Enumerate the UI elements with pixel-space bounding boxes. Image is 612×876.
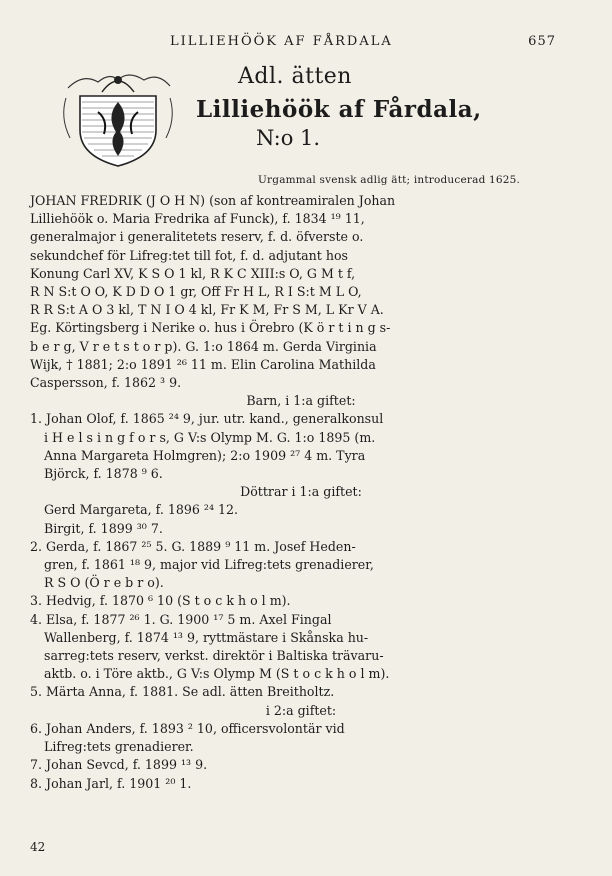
entry-line: Lilliehöök o. Maria Fredrika af Funck), f. 1834 ¹⁹ 11, [30, 211, 365, 227]
child-line: Björck, f. 1878 ⁹ 6. [44, 466, 163, 482]
child-line: 5. Märta Anna, f. 1881. Se adl. ätten Breitholtz. [30, 684, 335, 700]
child-7 [30, 756, 572, 774]
grandchild-line: Birgit, f. 1899 ³⁰ 7. [44, 520, 163, 536]
child-line: Wallenberg, f. 1874 ¹³ 9, ryttmästare i Skånska hu- [44, 629, 369, 645]
children-heading: Barn, i 1:a giftet: [246, 393, 356, 409]
child-line: 1. Johan Olof, f. 1865 ²⁴ 9, jur. utr. kand., generalkonsul [30, 411, 384, 427]
grandchild-line: Gerd Margareta, f. 1896 ²⁴ 12. [44, 502, 239, 518]
child-line: 8. Johan Jarl, f. 1901 ²⁰ 1. [30, 775, 192, 791]
running-head [0, 34, 612, 54]
child-line: 3. Hedvig, f. 1870 ⁶ 10 (S t o c k h o l m). [30, 593, 291, 609]
child-line: 7. Johan Sevcd, f. 1899 ¹³ 9. [30, 757, 208, 773]
entry-line: b e r g, V r e t s t o r p). G. 1:o 1864 m. Gerda Virginia [30, 338, 377, 354]
child-6 [30, 720, 572, 756]
title-line-3: N:o 1. [256, 126, 321, 150]
child-line: 6. Johan Anders, f. 1893 ² 10, officersvolontär vid [30, 720, 345, 736]
child-3 [30, 592, 572, 610]
entry-line: generalmajor i generalitetets reserv, f. d. öfverste o. [30, 229, 364, 245]
entry-line: sekundchef för Lifreg:tet till fot, f. d. adjutant hos [30, 247, 349, 263]
title-line-1: Adl. ätten [238, 64, 352, 89]
entry-line: JOHAN FREDRIK (J O H N) (son af kontreamiralen Johan [30, 193, 396, 208]
entry-line: Caspersson, f. 1862 ³ 9. [30, 375, 182, 391]
daughters-heading: Döttrar i 1:a giftet: [240, 484, 362, 500]
child-line: gren, f. 1861 ¹⁸ 9, major vid Lifreg:tets grenadierer, [44, 557, 374, 573]
child-1 [30, 410, 572, 483]
child-line: 2. Gerda, f. 1867 ²⁵ 5. G. 1889 ⁹ 11 m. Josef Heden- [30, 538, 356, 554]
child-2 [30, 538, 572, 593]
second-marriage-heading: i 2:a giftet: [265, 702, 337, 718]
child-line: R S O (Ö r e b r o). [44, 575, 164, 591]
child-8 [30, 775, 572, 793]
entry-line: Eg. Körtingsberg i Nerike o. hus i Örebro (K ö r t i n g s- [30, 320, 391, 336]
running-title: LILLIEHÖÖK AF FÅRDALA [170, 34, 393, 49]
child-line: aktb. o. i Töre aktb., G V:s Olymp M (S t o c k h o l m). [44, 666, 390, 682]
title-line-2: Lilliehöök af Fårdala, [196, 96, 482, 123]
child-line: Lifreg:tets grenadierer. [44, 739, 194, 755]
coat-of-arms-icon [58, 68, 178, 168]
child-line: Anna Margareta Holmgren); 2:o 1909 ²⁷ 4 m. Tyra [44, 447, 366, 463]
signature-mark: 42 [30, 840, 46, 854]
entry-line: R N S:t O O, K D D O 1 gr, Off Fr H L, R I S:t M L O, [30, 284, 362, 300]
child-5 [30, 683, 572, 701]
entry-line: R R S:t A O 3 kl, T N I O 4 kl, Fr K M, Fr S M, L Kr V A. [30, 302, 384, 318]
child-line: sarreg:tets reserv, verkst. direktör i Baltiska trävaru- [44, 648, 384, 664]
child-line: 4. Elsa, f. 1877 ²⁶ 1. G. 1900 ¹⁷ 5 m. Axel Fingal [30, 611, 332, 627]
main-entry [30, 192, 572, 392]
subtitle: Urgammal svensk adlig ätt; introducerad 1625. [258, 174, 521, 186]
page-number: 657 [528, 34, 556, 49]
child-line: i H e l s i n g f o r s, G V:s Olymp M. G. 1:o 1895 (m. [44, 429, 376, 445]
child-4 [30, 611, 572, 684]
entry-line: Wijk, † 1881; 2:o 1891 ²⁶ 11 m. Elin Carolina Mathilda [30, 356, 376, 372]
body-text [30, 192, 572, 793]
entry-line: Konung Carl XV, K S O 1 kl, R K C XIII:s O, G M t f, [30, 265, 356, 281]
